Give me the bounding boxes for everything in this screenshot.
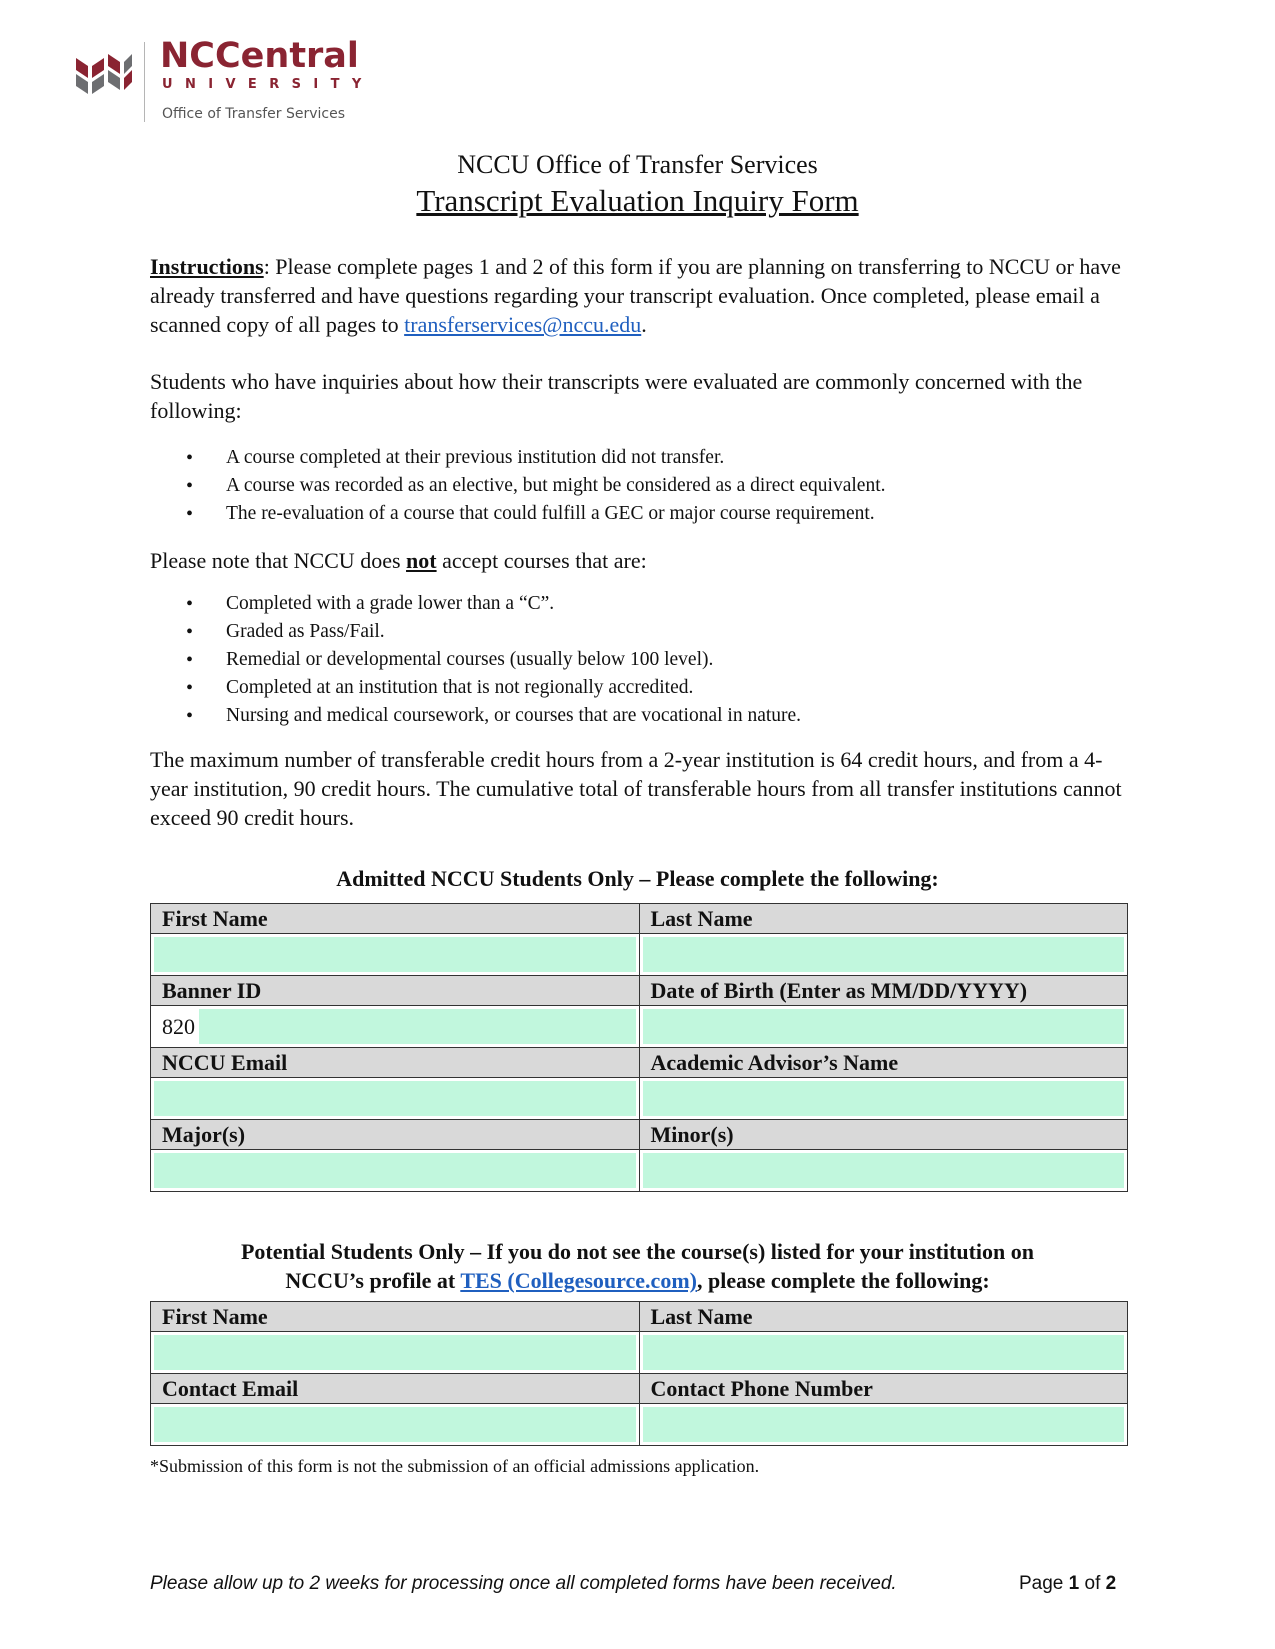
potential-first-name-field[interactable] — [151, 1332, 640, 1374]
contact-email-label: Contact Email — [151, 1374, 640, 1404]
max-hours-paragraph: The maximum number of transferable credit hours from a 2-year institution is 64 credit hours, and from a 4-year institution, 90 credit hours. The cumulative total of transferable hours from all transfer institutions cannot exceed 90 credit hours. — [150, 747, 1122, 830]
list-item: • Completed with a grade lower than a “C”. — [150, 590, 801, 618]
dob-field[interactable] — [639, 1006, 1128, 1048]
concerns-intro: Students who have inquiries about how their transcripts were evaluated are commonly concerned with the following: — [150, 369, 1083, 423]
list-item: • Remedial or developmental courses (usually below 100 level). — [150, 646, 801, 674]
not-accepted-list — [150, 590, 801, 730]
concerns-list — [150, 444, 886, 528]
page-number — [1019, 1573, 1116, 1595]
logo-divider — [144, 42, 145, 122]
banner-id-label: Banner ID — [151, 976, 640, 1006]
potential-heading-end: , please complete the following: — [696, 1268, 990, 1293]
page-total: 2 — [1105, 1573, 1117, 1594]
potential-form-table — [150, 1301, 1128, 1446]
list-item: • Completed at an institution that is not regionally accredited. — [150, 674, 801, 702]
instructions-label: Instructions — [150, 254, 264, 279]
logo-name: NCCentral — [160, 36, 359, 76]
page-current: 1 — [1068, 1573, 1080, 1594]
form-title: Transcript Evaluation Inquiry Form — [416, 183, 859, 218]
last-name-label: Last Name — [639, 904, 1128, 934]
majors-field[interactable] — [151, 1150, 640, 1192]
majors-label: Major(s) — [151, 1120, 640, 1150]
contact-phone-label: Contact Phone Number — [639, 1374, 1128, 1404]
advisor-field[interactable] — [639, 1078, 1128, 1120]
minors-field[interactable] — [639, 1150, 1128, 1192]
nccu-logo — [74, 36, 404, 130]
minors-label: Minor(s) — [639, 1120, 1128, 1150]
first-name-label: First Name — [151, 904, 640, 934]
footer-note: Please allow up to 2 weeks for processing once all completed forms have been received. — [150, 1573, 897, 1594]
first-name-field[interactable] — [151, 934, 640, 976]
potential-heading — [0, 1237, 1275, 1295]
nccu-email-label: NCCU Email — [151, 1048, 640, 1078]
logo-university: UNIVERSITY — [162, 77, 374, 92]
admitted-heading: Admitted NCCU Students Only – Please complete the following: — [336, 866, 939, 891]
potential-last-name-field[interactable] — [639, 1332, 1128, 1374]
logo-subtitle: Office of Transfer Services — [162, 106, 346, 122]
list-item: • The re-evaluation of a course that could fulfill a GEC or major course requirement. — [150, 500, 886, 528]
instructions-end: . — [641, 312, 647, 337]
potential-heading-line2 — [0, 1266, 1275, 1295]
admitted-form-table — [150, 903, 1128, 1192]
not-accepted-intro-start: Please note that NCCU does — [150, 548, 407, 573]
office-title: NCCU Office of Transfer Services — [457, 150, 818, 179]
disclaimer: *Submission of this form is not the submission of an official admissions application. — [150, 1456, 760, 1476]
list-item: • Graded as Pass/Fail. — [150, 618, 801, 646]
not-accepted-intro-end: accept courses that are: — [436, 548, 647, 573]
instructions-text: : Please complete pages 1 and 2 of this form if you are planning on transferring to NCCU or have already transferred and have questions regarding your transcript evaluation. Once completed, please email a scanned copy of all pages to — [150, 254, 1121, 337]
banner-id-field[interactable] — [151, 1006, 640, 1048]
contact-phone-field[interactable] — [639, 1404, 1128, 1446]
not-emphasis: not — [406, 548, 437, 573]
potential-heading-start: NCCU’s profile at — [285, 1268, 461, 1293]
instructions-paragraph — [150, 252, 1130, 339]
not-accepted-intro — [150, 546, 1130, 575]
tes-link[interactable]: TES (Collegesource.com) — [460, 1268, 697, 1293]
potential-heading-line1: Potential Students Only – If you do not see the course(s) listed for your institution on — [240, 1239, 1035, 1264]
chevron-logo-icon — [74, 48, 134, 108]
dob-label: Date of Birth (Enter as MM/DD/YYYY) — [639, 976, 1128, 1006]
advisor-label: Academic Advisor’s Name — [639, 1048, 1128, 1078]
page-of: of — [1079, 1573, 1106, 1594]
list-item: • A course completed at their previous institution did not transfer. — [150, 444, 886, 472]
nccu-email-field[interactable] — [151, 1078, 640, 1120]
last-name-field[interactable] — [639, 934, 1128, 976]
contact-email-field[interactable] — [151, 1404, 640, 1446]
list-item: • Nursing and medical coursework, or courses that are vocational in nature. — [150, 702, 801, 730]
page-label: Page — [1019, 1573, 1069, 1594]
banner-id-prefix: 820 — [151, 1006, 210, 1047]
list-item: • A course was recorded as an elective, but might be considered as a direct equivalent. — [150, 472, 886, 500]
transfer-email-link[interactable]: transferservices@nccu.edu — [404, 312, 642, 337]
potential-last-name-label: Last Name — [639, 1302, 1128, 1332]
potential-first-name-label: First Name — [151, 1302, 640, 1332]
